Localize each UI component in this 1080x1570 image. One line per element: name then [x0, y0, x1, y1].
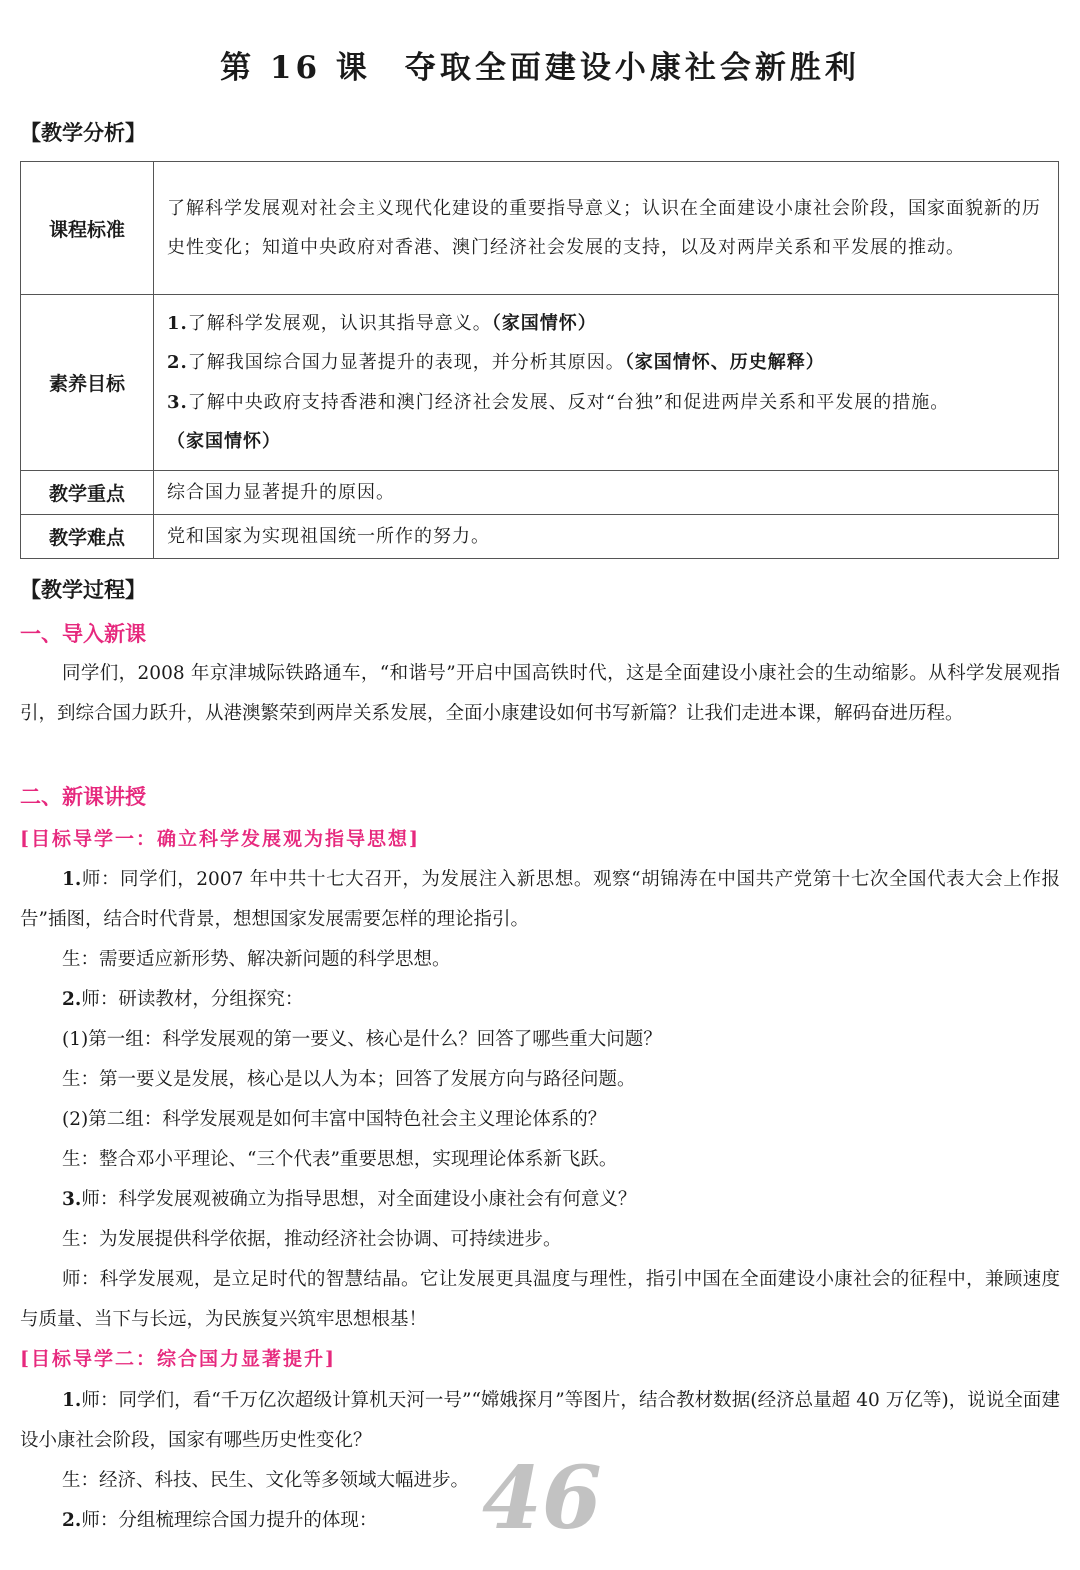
paragraph: 3.师：科学发展观被确立为指导思想，对全面建设小康社会有何意义？ [62, 1189, 637, 1210]
paragraph: 1.师：同学们，看“千万亿次超级计算机天河一号”“嫦娥探月”等图片，结合教材数据(经济总量超 40 万亿等)，说说全面建设小康社会阶段，国家有哪些历史性变化？ [20, 1390, 1060, 1451]
table-row [21, 162, 1059, 295]
page-number: 46 [482, 1448, 602, 1549]
paragraph: 师：科学发展观，是立足时代的智慧结晶。它让发展更具温度与理性，指引中国在全面建设小康社会的征程中，兼顾速度与质量、当下与长远，为民族复兴筑牢思想根基！ [20, 1269, 1060, 1330]
paragraph: 生：经济、科技、民生、文化等多领域大幅进步。 [62, 1470, 470, 1491]
analysis-table [20, 161, 1059, 559]
goal-heading-2: [目标导学二：综合国力显著提升] [20, 1348, 336, 1370]
row-key: 课程标准 [21, 162, 154, 295]
paragraph: 2.师：分组梳理综合国力提升的体现： [62, 1510, 378, 1531]
paragraph: (1)第一组：科学发展观的第一要义、核心是什么？回答了哪些重大问题？ [62, 1029, 662, 1050]
table-row [21, 471, 1059, 515]
goal-item: 1.了解科学发展观，认识其指导意义。（家国情怀） [167, 312, 597, 334]
paragraph: 1.师：同学们，2007 年中共十七大召开，为发展注入新思想。观察“胡锦涛在中国共产党第十七次全国代表大会上作报告”插图，结合时代背景，想想国家发展需要怎样的理论指引。 [20, 869, 1060, 930]
row-key: 素养目标 [21, 295, 154, 471]
paragraph: 生：需要适应新形势、解决新问题的科学思想。 [62, 949, 451, 970]
intro-heading: 一、导入新课 [20, 622, 146, 646]
lesson-number: 第 16 课 [220, 50, 371, 86]
paragraph: 2.师：研读教材，分组探究： [62, 989, 304, 1010]
process-heading: 【教学过程】 [20, 578, 146, 602]
lesson-title: 夺取全面建设小康社会新胜利 [404, 50, 860, 86]
row-value: 党和国家为实现祖国统一所作的努力。 [154, 515, 1059, 559]
paragraph: (2)第二组：科学发展观是如何丰富中国特色社会主义理论体系的？ [62, 1109, 607, 1130]
table-row [21, 515, 1059, 559]
paragraph: 生：为发展提供科学依据，推动经济社会协调、可持续进步。 [62, 1229, 562, 1250]
row-key: 教学难点 [21, 515, 154, 559]
paragraph: 生：整合邓小平理论、“三个代表”重要思想，实现理论体系新飞跃。 [62, 1149, 618, 1170]
intro-paragraph: 同学们，2008 年京津城际铁路通车，“和谐号”开启中国高铁时代，这是全面建设小康社会的生动缩影。从科学发展观指引，到综合国力跃升，从港澳繁荣到两岸关系发展，全面小康建设如何书写新篇？让我们走进本课，解码奋进历程。 [20, 663, 1060, 724]
row-key: 教学重点 [21, 471, 154, 515]
analysis-heading: 【教学分析】 [20, 121, 146, 145]
goal-item: 2.了解我国综合国力显著提升的表现，并分析其原因。（家国情怀、历史解释） [167, 352, 825, 373]
row-value: 了解科学发展观对社会主义现代化建设的重要指导意义；认识在全面建设小康社会阶段，国家面貌新的历史性变化；知道中央政府对香港、澳门经济社会发展的支持，以及对两岸关系和平发展的推动。 [154, 162, 1059, 295]
goal-heading-1: [目标导学一：确立科学发展观为指导思想] [20, 828, 420, 850]
page-title [0, 42, 1080, 87]
new-lesson-heading: 二、新课讲授 [20, 785, 146, 809]
goal1-content [20, 860, 1060, 1340]
table-row [21, 295, 1059, 471]
row-value: 综合国力显著提升的原因。 [154, 471, 1059, 515]
paragraph: 生：第一要义是发展，核心是以人为本；回答了发展方向与路径问题。 [62, 1069, 636, 1090]
row-value [154, 295, 1059, 471]
goal-item: 3.了解中央政府支持香港和澳门经济社会发展、反对“台独”和促进两岸关系和平发展的措施。（家国情怀） [167, 391, 950, 452]
